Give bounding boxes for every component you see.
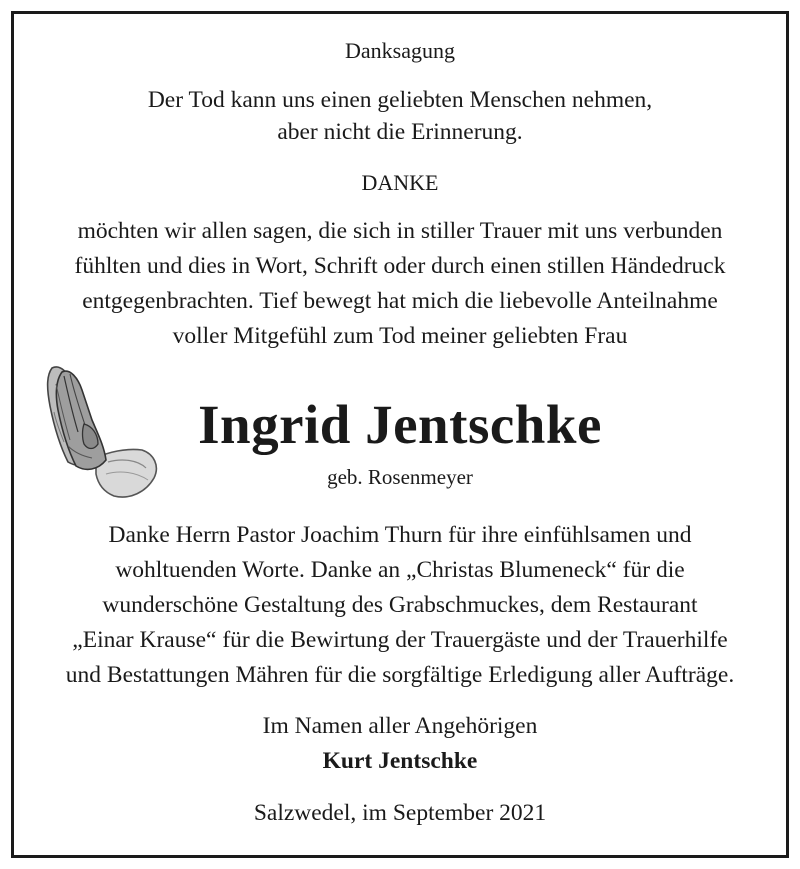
signer-name: Kurt Jentschke	[322, 748, 478, 774]
body-line-1: möchten wir allen sagen, die sich in stiller Trauer mit uns verbunden	[77, 218, 723, 244]
thanks-line-3: wunderschöne Gestaltung des Grabschmuckes, dem Restaurant	[102, 592, 698, 618]
thanks-line-4: „Einar Krause“ für die Bewirtung der Trauergäste und der Trauerhilfe	[72, 627, 728, 653]
thanks-word: DANKE	[361, 170, 439, 195]
quote-line-1: Der Tod kann uns einen geliebten Menschen nehmen,	[147, 87, 653, 113]
deceased-name: Ingrid Jentschke	[198, 394, 602, 455]
thanks-line-2: wohltuenden Worte. Danke an „Christas Blumeneck“ für die	[115, 557, 685, 583]
thanks-line-5: und Bestattungen Mähren für die sorgfältige Erledigung aller Aufträge.	[65, 662, 735, 688]
birth-name: geb. Rosenmeyer	[327, 465, 473, 489]
place-date: Salzwedel, im September 2021	[253, 800, 547, 826]
on-behalf-line: Im Namen aller Angehörigen	[262, 713, 538, 739]
body-line-3: entgegenbrachten. Tief bewegt hat mich die liebevolle Anteilnahme	[82, 288, 718, 314]
body-line-2: fühlten und dies in Wort, Schrift oder durch einen stillen Händedruck	[74, 253, 726, 279]
quote-line-2: aber nicht die Erinnerung.	[277, 119, 523, 145]
notice-heading: Danksagung	[345, 38, 455, 63]
body-line-4: voller Mitgefühl zum Tod meiner geliebten Frau	[172, 323, 628, 349]
thanks-line-1: Danke Herrn Pastor Joachim Thurn für ihre einfühlsamen und	[108, 522, 692, 548]
